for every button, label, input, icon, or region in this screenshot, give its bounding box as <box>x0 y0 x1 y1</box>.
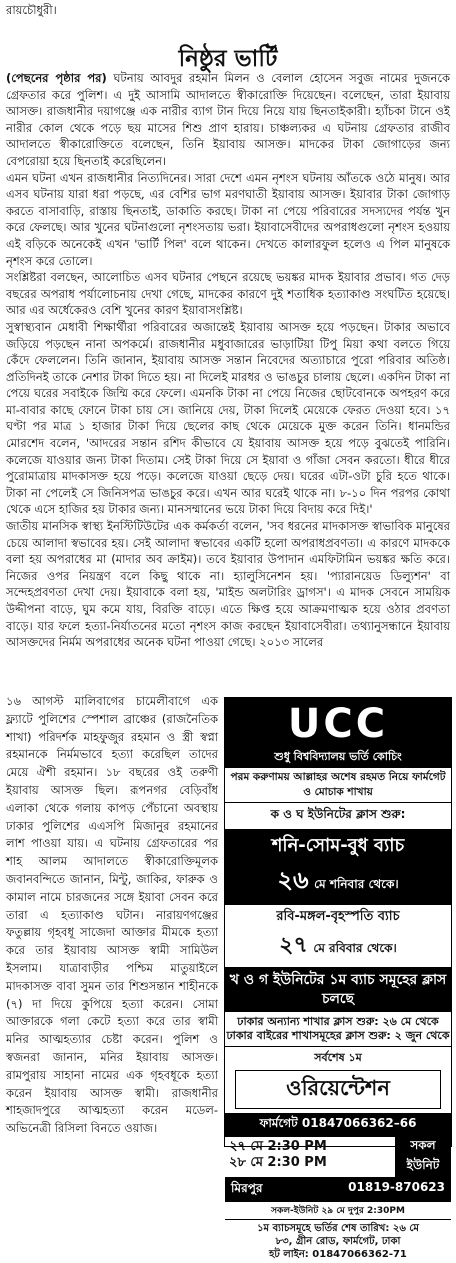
article-body <box>6 70 450 651</box>
batch-2-number: ২৭ <box>279 933 308 958</box>
orientation-subtitle: সর্বশেষ ১ম <box>314 1051 362 1064</box>
orientation-times <box>225 1137 395 1177</box>
ad-address: ৮৩, গ্রীন রোড, ফার্মগেট, ঢাকা <box>275 1236 401 1247</box>
branch-dhaka: ঢাকার অন্যান্য শাখার ক্লাস শুরু: ২৬ মে থেকে <box>237 1015 439 1028</box>
article-paragraph: ১৬ আগস্ট মালিবাগের চামেলীবাগে এক ফ্ল্যাটে পুলিশের স্পেশাল ব্রাঞ্চের (রাজনৈতিক শাখা) পরিদর্শক মাহফুজুর রহমান ও স্ত্রী স্বপ্না রহমানকে নির্মমভাবে হত্যা করেছিল তাদের মেয়ে ঐশী রহমান। ১৮ বছরের ওই তরুণী ইয়াবায় আসক্ত ছিল। রূপনগর বেড়িবাঁধ এলাকা থেকে গলায় কাপড় পেঁচানো অবস্থায় ঢাকার পুলিশের এএসপি মিজানুর রহমানের লাশ পাওয়া যায়। এ ঘটনায় গ্রেফতারের পর শাহ আলম আদালতে স্বীকারোক্তিমূলক জবানবন্দিতে জানান, মিন্টু, জাকির, ফারুক ও কামাল নামে চারজনের সঙ্গে ইয়াবা সেবন করে তারা এ হত্যাকাণ্ড ঘটান। নারায়ণগঞ্জের ফতুল্লায় গৃহবধূ সাজেদা আক্তার মীমকে হত্যা করে তার ইয়াবায় আসক্ত স্বামী সামিউল ইসলাম। যাত্রাবাড়ীর পশ্চিম মাতুয়াইলে মাদকাসক্ত বাবা সুমন তার শিশুসন্তান শাহীনকে (৭) দা দিয়ে কুপিয়ে হত্যা করেন। সোমা আক্তারকে গলা কেটে হত্যা করে তার স্বামী মনির আত্মহত্যার চেষ্টা করেন। পুলিশ ও স্বজনরা জানান, মনির ইয়াবায় আসক্ত। রামপুরায় সাহানা নামের এক গৃহবধূকে হত্যা করেন ইয়াবায় আসক্ত স্বামী। রাজধানীর শাহজাদপুরে আত্মহত্যা করেন মডেল-অভিনেত্রী রিসিলা বিনতে ওয়াজ। <box>6 694 218 1136</box>
continued-label: (পেছনের পৃষ্ঠার পর) <box>6 71 107 85</box>
batch-1-date: মে শনিবার থেকে। <box>314 877 399 891</box>
location-1-phone: 01847066362–66 <box>301 1116 417 1130</box>
ad-blessing: পরম করুণাময় আল্লাহর অশেষ রহমত নিয়ে ফার্মগেট ও মোচাক শাখায় <box>225 768 451 803</box>
article-paragraph: এমন ঘটনা এখন রাজধানীর নিত্যদিনের। সারা দেশে এমন নৃশংস ঘটনায় আঁতকে ওঠে মানুষ। আর এসব ঘটনায় যারা ধরা পড়ছে, এর বেশির ভাগ মরণঘাতী ইয়াবায় আসক্ত। ইয়াবার টাকা জোগাড় করতে বাসাবাড়ি, রাস্তায় ছিনতাই, ডাকাতি করছে। টাকা না পেয়ে পরিবারের সদস্যদের পর্যন্ত খুন করে ফেলছে। আর খুনের ঘটনাগুলো নৃশংসতায় ভরা। ইয়াবাসেবীদের অপরাধগুলো নৃশংস হওয়ায় এই বড়িকে অনেকেই এখন 'ভার্টি পিল' বলে থাকেন। দেখতে কালারফুল হলেও এ পিল মানুষকে নৃশংস করে তোলে। <box>6 170 450 268</box>
ad-batch-2 <box>225 905 451 968</box>
batch-2-date: মে রবিবার থেকে। <box>313 941 397 955</box>
ad-unit-a-title: ক ও ঘ ইউনিটের ক্লাস শুরু: <box>270 807 406 821</box>
ad-location-mirpur <box>225 1178 451 1202</box>
location-1-name: ফার্মগেট <box>259 1116 298 1130</box>
ad-foot-line: সকল-ইউনিট ২৯ মে দুপুর 2:30PM <box>225 1202 451 1220</box>
orientation-title: ওরিয়েন্টেশন <box>235 1070 441 1109</box>
batch-1-days: শনি-সোম-বুধ ব্যাচ <box>271 835 405 856</box>
ad-branch-schedule <box>225 1012 451 1047</box>
time-2: ২৮ মে 2:30 PM <box>229 1155 327 1170</box>
ad-orientation <box>225 1047 451 1113</box>
ad-batch-1 <box>225 829 451 905</box>
time-1: ২৭ মে 2:30 PM <box>229 1139 327 1154</box>
location-2-name: মিরপুর <box>231 1181 263 1195</box>
admission-deadline: ১ম ব্যাচসমূহে ভর্তির শেষ তারিখ: ২৬ মে <box>257 1223 419 1234</box>
article-paragraph <box>6 70 450 170</box>
ad-location-farmgate <box>225 1113 451 1137</box>
batch-1-number: ২৬ <box>277 866 309 894</box>
article-paragraph: জাতীয় মানসিক স্বাস্থ্য ইনস্টিটিউটের এক কর্মকর্তা বলেন, 'সব ধরনের মাদকাসক্ত স্বাভাবিক মানুষের চেয়ে আলাদা স্বভাবের হয়। সেই আলাদা স্বভাবের একটি হলো অপরাধপ্রবণতা। এ কারণে মাদককে বলা হয় অপরাধের মা (মাদার অব ক্রাইম)। তবে ইয়াবার উপাদান এমফিটামিন ভয়ঙ্কর ক্ষতি করে। নিজের ওপর নিয়ন্ত্রণ বলে কিছু থাকে না। হ্যালুসিনেশন হয়। 'প্যারানয়েড ডিল্যুশন' বা সন্দেহপ্রবণতা দেখা দেয়। ইয়াবাকে বলা হয়, 'মাইন্ড অলটারিং ড্রাগস'। এ মাদক সেবনে সাময়িক উদ্দীপনা বাড়ে, ঘুম কমে যায়, বিরক্তি বাড়ে। এতে ক্ষিপ্ত হয়ে আক্রমণাত্মক হয়ে ওঠার প্রবণতা বাড়ে। যার ফলে হত্যা-নির্যাতনের মতো নৃশংস কাজ করছেন ইয়াবাসেবীরা। তথ্যানুসন্ধানে ইয়াবায় আসক্তদের নির্মম অপরাধের অনেক ঘটনা পাওয়া গেছে। ২০১৩ সালের <box>6 519 450 650</box>
ad-hotline: হট লাইন: 01847066362-71 <box>269 1249 407 1260</box>
ad-header <box>225 698 451 768</box>
location-2-phone: 01819-870623 <box>348 1180 445 1194</box>
article-paragraph: সংশ্লিষ্টরা বলছেন, আলোচিত এসব ঘটনার পেছনে রয়েছে ভয়ঙ্কর মাদক ইয়াবার প্রভাব। গত দেড় বছরের অপরাধ পর্যালোচনায় দেখা গেছে, মাদকের কারণে দুই শতাধিক হত্যাকাণ্ড সংঘটিত হয়েছে। আর এর অর্ধেকেরও বেশি খুনের কারণ ইয়াবাসংশ্লিষ্ট। <box>6 270 450 318</box>
paragraph-text: ঘটনায় আবদুর রহমান মিলন ও বেলাল হোসেন সবুজ নামের দুজনকে গ্রেফতার করে পুলিশ। এ দুই আসামি আদালতে স্বীকারোক্তি দিয়েছেন। বলেছেন, তারা ইয়াবায় আসক্ত। রাজধানীর দয়াগঞ্জে এক নারীর ব্যাগ টান দিয়ে নিয়ে যায় ছিনতাইকারী। হ্যাঁচকা টানে ওই নারীর কোল থেকে পড়ে ছয় মাসের শিশু প্রাণ হারায়। চাঞ্চল্যকর এ ঘটনায় গ্রেফতার রাজীব আদালতে স্বীকারোক্তিতে বলেছেন, তিনি ইয়াবায় আসক্ত। মাদকের টাকা জোগাড়ের জন্য বেপরোয়া হয়ে ছিনতাই করেছিলেন। <box>6 71 450 168</box>
batch-2-days: রবি-মঙ্গল-বৃহস্পতি ব্যাচ <box>276 909 400 924</box>
previous-article-fragment: রায়চৌধুরী। <box>6 3 57 17</box>
ucc-advertisement <box>224 697 452 1260</box>
article-column <box>6 693 218 1138</box>
ad-footer <box>225 1220 451 1263</box>
article-paragraph: সুস্বাস্থ্যবান মেধাবী শিক্ষার্থীরা পরিবারের অজান্তেই ইয়াবায় আসক্ত হয়ে পড়ছেন। টাকার অভাবে জড়িয়ে পড়ছেন নানা অপকর্মে। রাজধানীর মধুবাজারের ভাড়াটিয়া টিপু মিয়া কথা বলতে গিয়ে কেঁদে ফেললেন। তিনি জানান, ইয়াবায় আসক্ত সন্তান নিবেদের অত্যাচারে পুরো পরিবার অতিষ্ঠ। প্রতিদিনই তাকে নেশার টাকা দিতে হয়। না দিলেই মারধর ও ভাঙচুর চালায় ছেলে। একদিন টাকা না পেয়ে ঘরের সবাইকে জিম্মি করে ফেলে। এমনকি টাকা না পেয়ে নিজের ছোটবোনকে অপহরণ করে মা-বাবার কাছে ফোনে টাকা চায় সে। জানিয়ে দেয়, টাকা দিলেই মেয়েকে ফেরত দেওয়া হবে। ১৭ ঘণ্টা পর মাত্র ১ হাজার টাকা দিয়ে ছেলের কাছ থেকে মেয়েকে মুক্ত করেন তিনি। ধানমন্ডির মোরশেদ বলেন, 'আদরের সন্তান রশিদ কীভাবে যে ইয়াবায় আসক্ত হয়ে পড়ে বুঝতেই পারিনি। কলেজে যাওয়ার জন্য টাকা দিতাম। সেই টাকা দিয়ে সে ইয়াবা ও গাঁজা সেবন করতো। ধীরে ধীরে পুরোমাত্রায় মাদকাসক্ত হয়ে পড়ে। কলেজে যাওয়া ছেড়ে দেয়। ঘরের এটা-ওটা চুরি হতে থাকে। টাকা না পেলেই সে জিনিসপত্র ভাঙচুর করে। এখন আর ঘরেই থাকে না। ৮-১০ দিন পরপর কোথা থেকে এসে হাজির হয় টাকার জন্য। মানসম্মানের ভয়ে টাকা দিয়ে বিদায় করে দিই।' <box>6 319 450 517</box>
all-units-label: সকল ইউনিট <box>395 1137 451 1177</box>
ad-brand-logo: UCC <box>287 701 389 747</box>
ad-tagline: শুধু বিশ্ববিদ্যালয় ভর্তি কোচিং <box>274 750 402 763</box>
branch-outside: ঢাকার বাইরের শাখাসমূহের ক্লাস শুরু: ২ জুন থেকে <box>226 1029 450 1042</box>
article-headline: নিষ্ঠুর ভার্টি <box>178 45 278 72</box>
ad-unit-b-title: খ ও গ ইউনিটের ১ম ব্যাচ সমূহের ক্লাস চলছে <box>225 968 451 1012</box>
ad-orientation-times <box>225 1137 451 1178</box>
